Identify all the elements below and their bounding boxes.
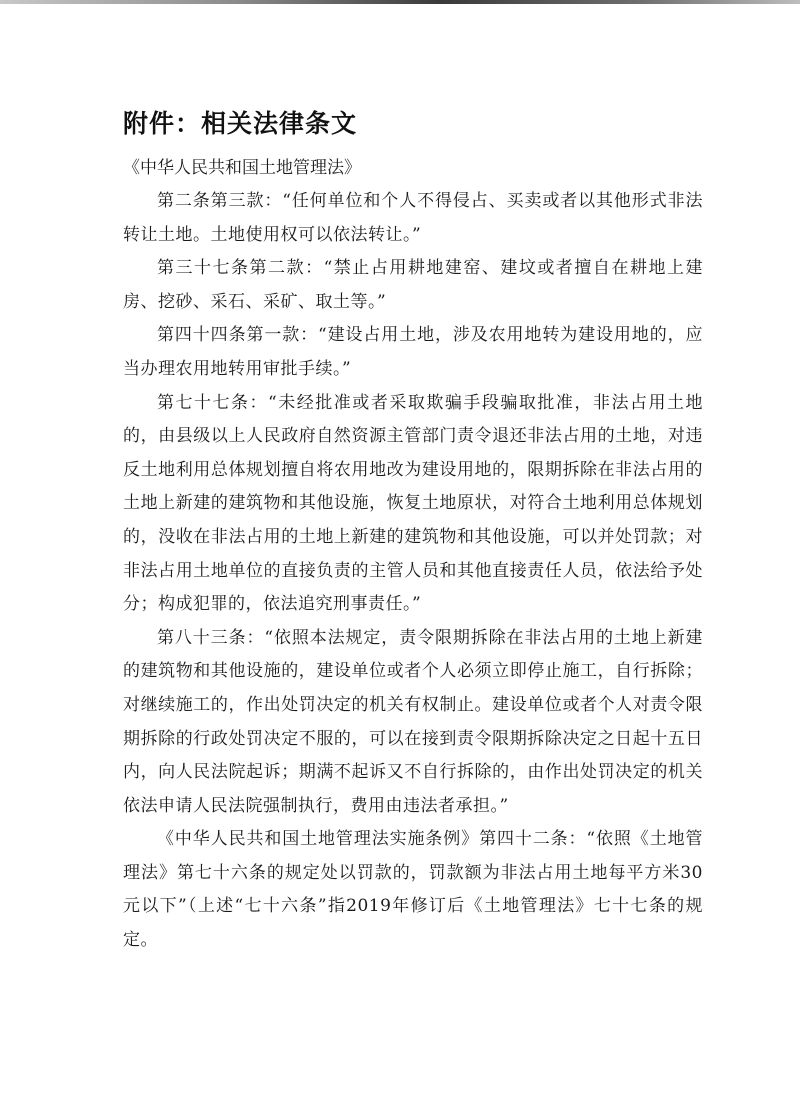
law-name: 《中华人民共和国土地管理法》 <box>123 158 361 178</box>
article-44-clause-1: 第四十四条第一款：“建设占用土地，涉及农用地转为建设用地的，应当办理农用地转用审批手续。” <box>123 325 703 379</box>
scan-top-edge <box>0 0 800 4</box>
document-title: 附件：相关法律条文 <box>123 109 358 138</box>
article-77: 第七十七条：“未经批准或者采取欺骗手段骗取批准，非法占用土地的，由县级以上人民政府自然资源主管部门责令退还非法占用的土地，对违反土地利用总体规划擅自将农用地改为建设用地的，限期拆除在非法占用的土地上新建的建筑物和其他设施，恢复土地原状，对符合土地利用总体规划的，没收在非法占用的土地上新建的建筑物和其他设施，可以并处罚款；对非法占用土地单位的直接负责的主管人员和其他直接责任人员，依法给予处分；构成犯罪的，依法追究刑事责任。” <box>123 392 703 615</box>
article-37-clause-2: 第三十七条第二款：“禁止占用耕地建窑、建坟或者擅自在耕地上建房、挖砂、采石、采矿、取土等。” <box>123 258 703 312</box>
document-page <box>123 105 703 958</box>
article-2-clause-3: 第二条第三款：“任何单位和个人不得侵占、买卖或者以其他形式非法转让土地。土地使用权可以依法转让。” <box>123 191 703 245</box>
regulation-article-42: 《中华人民共和国土地管理法实施条例》第四十二条：“依照《土地管理法》第七十六条的规定处以罚款的，罚款额为非法占用土地每平方米30元以下”（上述“七十六条”指2019年修订后《土地管理法》七十七条的规定。 <box>123 829 703 951</box>
article-83: 第八十三条：“依照本法规定，责令限期拆除在非法占用的土地上新建的建筑物和其他设施的，建设单位或者个人必须立即停止施工，自行拆除；对继续施工的，作出处罚决定的机关有权制止。建设单位或者个人对责令限期拆除的行政处罚决定不服的，可以在接到责令限期拆除决定之日起十五日内，向人民法院起诉；期满不起诉又不自行拆除的，由作出处罚决定的机关依法申请人民法院强制执行，费用由违法者承担。” <box>123 627 703 816</box>
